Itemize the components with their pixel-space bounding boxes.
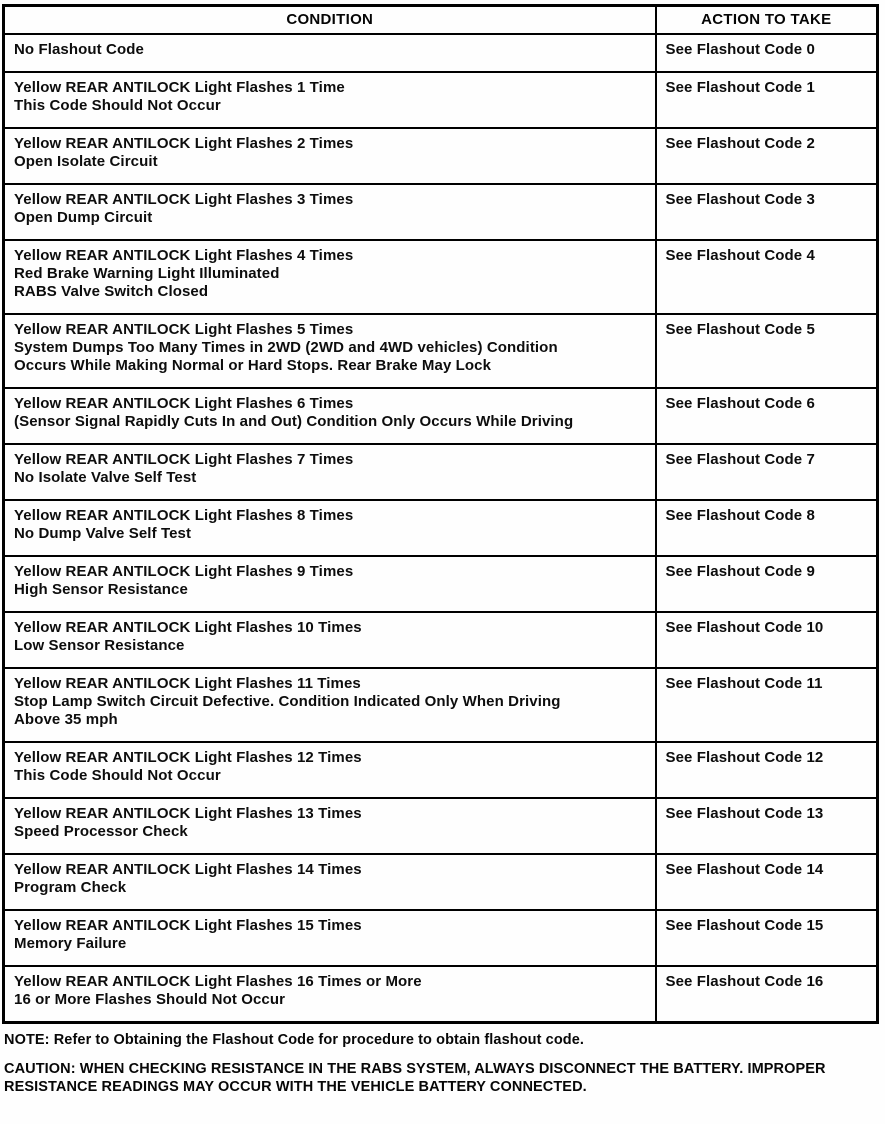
condition-cell [4,798,656,854]
condition-line: Yellow REAR ANTILOCK Light Flashes 4 Times [14,247,354,264]
condition-cell [4,444,656,500]
note-text: NOTE: Refer to Obtaining the Flashout Code for procedure to obtain flashout code. [4,1032,585,1048]
condition-line: No Dump Valve Self Test [14,525,192,542]
condition-line: Yellow REAR ANTILOCK Light Flashes 2 Times [14,135,354,152]
condition-line: No Flashout Code [14,41,144,58]
table-body [4,34,878,1023]
table-row [4,500,878,556]
condition-cell [4,34,656,72]
condition-cell [4,742,656,798]
condition-line: Yellow REAR ANTILOCK Light Flashes 13 Times [14,805,362,822]
action-column-header: ACTION TO TAKE [656,6,878,35]
condition-line: Yellow REAR ANTILOCK Light Flashes 5 Times [14,321,354,338]
condition-line: Speed Processor Check [14,823,188,840]
action-cell: See Flashout Code 12 [656,742,878,798]
action-cell: See Flashout Code 3 [656,184,878,240]
table-row [4,388,878,444]
condition-cell [4,612,656,668]
condition-line: Yellow REAR ANTILOCK Light Flashes 7 Times [14,451,354,468]
table-row [4,128,878,184]
condition-line: Stop Lamp Switch Circuit Defective. Condition Indicated Only When Driving [14,693,561,710]
table-row [4,34,878,72]
condition-line: Yellow REAR ANTILOCK Light Flashes 12 Times [14,749,362,766]
condition-line: High Sensor Resistance [14,581,188,598]
action-cell: See Flashout Code 11 [656,668,878,742]
action-cell: See Flashout Code 8 [656,500,878,556]
condition-line: Low Sensor Resistance [14,637,185,654]
table-row [4,854,878,910]
condition-line: Yellow REAR ANTILOCK Light Flashes 8 Times [14,507,354,524]
action-cell: See Flashout Code 2 [656,128,878,184]
condition-line: This Code Should Not Occur [14,97,221,114]
action-cell: See Flashout Code 4 [656,240,878,314]
condition-cell [4,910,656,966]
table-row [4,444,878,500]
condition-line: Program Check [14,879,127,896]
condition-line: No Isolate Valve Self Test [14,469,197,486]
table-row [4,612,878,668]
condition-line: Yellow REAR ANTILOCK Light Flashes 15 Times [14,917,362,934]
condition-line: Memory Failure [14,935,127,952]
table-row [4,314,878,388]
table-row [4,966,878,1023]
condition-line: Yellow REAR ANTILOCK Light Flashes 16 Times or More [14,973,422,990]
table-row [4,910,878,966]
table-row [4,72,878,128]
condition-cell [4,556,656,612]
table-header-row [4,6,878,35]
table-row [4,240,878,314]
action-cell: See Flashout Code 14 [656,854,878,910]
condition-line: Yellow REAR ANTILOCK Light Flashes 10 Times [14,619,362,636]
condition-line: Yellow REAR ANTILOCK Light Flashes 9 Times [14,563,354,580]
condition-line: System Dumps Too Many Times in 2WD (2WD and 4WD vehicles) Condition [14,339,558,356]
caution-text: CAUTION: WHEN CHECKING RESISTANCE IN THE RABS SYSTEM, ALWAYS DISCONNECT THE BATTERY. IMPROPER RESISTANCE READINGS MAY OCCUR WITH THE VEHICLE BATTERY CONNECTED. [4,1061,826,1095]
condition-line: Yellow REAR ANTILOCK Light Flashes 3 Times [14,191,354,208]
condition-line: Red Brake Warning Light Illuminated [14,265,280,282]
action-cell: See Flashout Code 10 [656,612,878,668]
flashout-code-table [2,4,879,1024]
table-row [4,668,878,742]
action-cell: See Flashout Code 16 [656,966,878,1023]
table-row [4,798,878,854]
condition-line: This Code Should Not Occur [14,767,221,784]
condition-cell [4,128,656,184]
condition-line: RABS Valve Switch Closed [14,283,209,300]
condition-cell [4,854,656,910]
table-row [4,556,878,612]
table-row [4,184,878,240]
condition-line: Occurs While Making Normal or Hard Stops. Rear Brake May Lock [14,357,492,374]
action-cell: See Flashout Code 0 [656,34,878,72]
condition-cell [4,500,656,556]
condition-line: Yellow REAR ANTILOCK Light Flashes 14 Times [14,861,362,878]
action-cell: See Flashout Code 1 [656,72,878,128]
action-cell: See Flashout Code 6 [656,388,878,444]
condition-cell [4,966,656,1023]
action-cell: See Flashout Code 9 [656,556,878,612]
action-cell: See Flashout Code 7 [656,444,878,500]
condition-cell [4,388,656,444]
condition-cell [4,72,656,128]
condition-line: Above 35 mph [14,711,118,728]
condition-cell [4,668,656,742]
action-cell: See Flashout Code 13 [656,798,878,854]
condition-line: Open Dump Circuit [14,209,153,226]
condition-line: Yellow REAR ANTILOCK Light Flashes 11 Times [14,675,361,692]
condition-line: 16 or More Flashes Should Not Occur [14,991,286,1008]
action-cell: See Flashout Code 5 [656,314,878,388]
condition-cell [4,314,656,388]
condition-line: Yellow REAR ANTILOCK Light Flashes 1 Time [14,79,345,96]
condition-cell [4,184,656,240]
footnotes [2,1031,881,1096]
condition-line: Open Isolate Circuit [14,153,158,170]
condition-cell [4,240,656,314]
condition-line: Yellow REAR ANTILOCK Light Flashes 6 Times [14,395,354,412]
condition-column-header: CONDITION [4,6,656,35]
condition-line: (Sensor Signal Rapidly Cuts In and Out) Condition Only Occurs While Driving [14,413,574,430]
table-row [4,742,878,798]
action-cell: See Flashout Code 15 [656,910,878,966]
